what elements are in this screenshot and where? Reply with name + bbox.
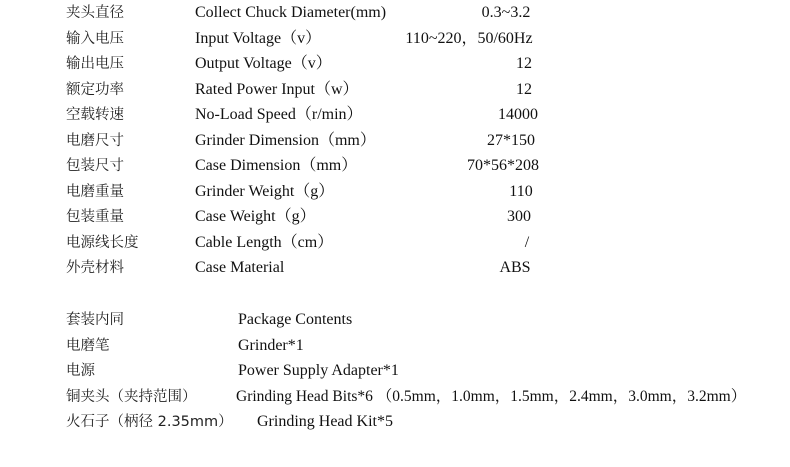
spec-label-en: Output Voltage（v） — [195, 55, 332, 72]
spec-label-en: No-Load Speed（r/min） — [195, 106, 363, 123]
spec-label-cn: 外壳材料 — [66, 260, 124, 276]
spec-label-en: Case Weight（g） — [195, 208, 316, 225]
package-item-cn: 铜夹头（夹持范围） — [66, 389, 197, 405]
spec-value: 70*56*208 — [467, 157, 539, 174]
package-item-cn: 电磨笔 — [66, 338, 110, 354]
package-item-cn: 火石子（柄径 2.35mm） — [66, 414, 233, 430]
spec-label-cn: 包装尺寸 — [66, 158, 124, 174]
package-item-en: Grinding Head Bits*6 （0.5mm，1.0mm，1.5mm，2.4mm，3.0mm，3.2mm） — [236, 388, 747, 405]
spec-label-cn: 空载转速 — [66, 107, 124, 123]
spec-label-en: Cable Length（cm） — [195, 234, 334, 251]
package-header-en: Package Contents — [238, 311, 353, 328]
package-item-en: Power Supply Adapter*1 — [238, 362, 399, 379]
spec-label-en: Grinder Dimension（mm） — [195, 132, 376, 149]
package-header-cn: 套装内同 — [66, 312, 124, 328]
spec-value: 14000 — [498, 106, 538, 123]
spec-label-cn: 电磨重量 — [66, 184, 124, 200]
package-item-en: Grinding Head Kit*5 — [257, 413, 393, 430]
spec-value: ABS — [499, 259, 531, 276]
spec-value: 12 — [516, 55, 532, 72]
spec-label-cn: 电磨尺寸 — [66, 133, 124, 149]
spec-label-cn: 输入电压 — [66, 31, 124, 47]
spec-value: 110~220，50/60Hz — [405, 30, 533, 47]
spec-value: 12 — [516, 81, 532, 98]
spec-label-cn: 额定功率 — [66, 82, 124, 98]
spec-label-cn: 包装重量 — [66, 209, 124, 225]
package-item-en: Grinder*1 — [238, 337, 304, 354]
spec-label-cn: 夹头直径 — [66, 5, 124, 21]
spec-label-cn: 电源线长度 — [66, 235, 139, 251]
spec-value: 300 — [507, 208, 531, 225]
spec-label-en: Rated Power Input（w） — [195, 81, 359, 98]
spec-label-en: Collect Chuck Diameter(mm) — [195, 4, 387, 21]
spec-label-en: Case Dimension（mm） — [195, 157, 358, 174]
spec-value: 0.3~3.2 — [481, 4, 531, 21]
spec-label-en: Case Material — [195, 259, 285, 276]
spec-label-en: Input Voltage（v） — [195, 30, 322, 47]
spec-value: 27*150 — [487, 132, 535, 149]
spec-value: / — [524, 234, 530, 251]
spec-label-en: Grinder Weight（g） — [195, 183, 335, 200]
spec-label-cn: 输出电压 — [66, 56, 124, 72]
package-item-cn: 电源 — [66, 363, 95, 379]
spec-value: 110 — [509, 183, 533, 200]
